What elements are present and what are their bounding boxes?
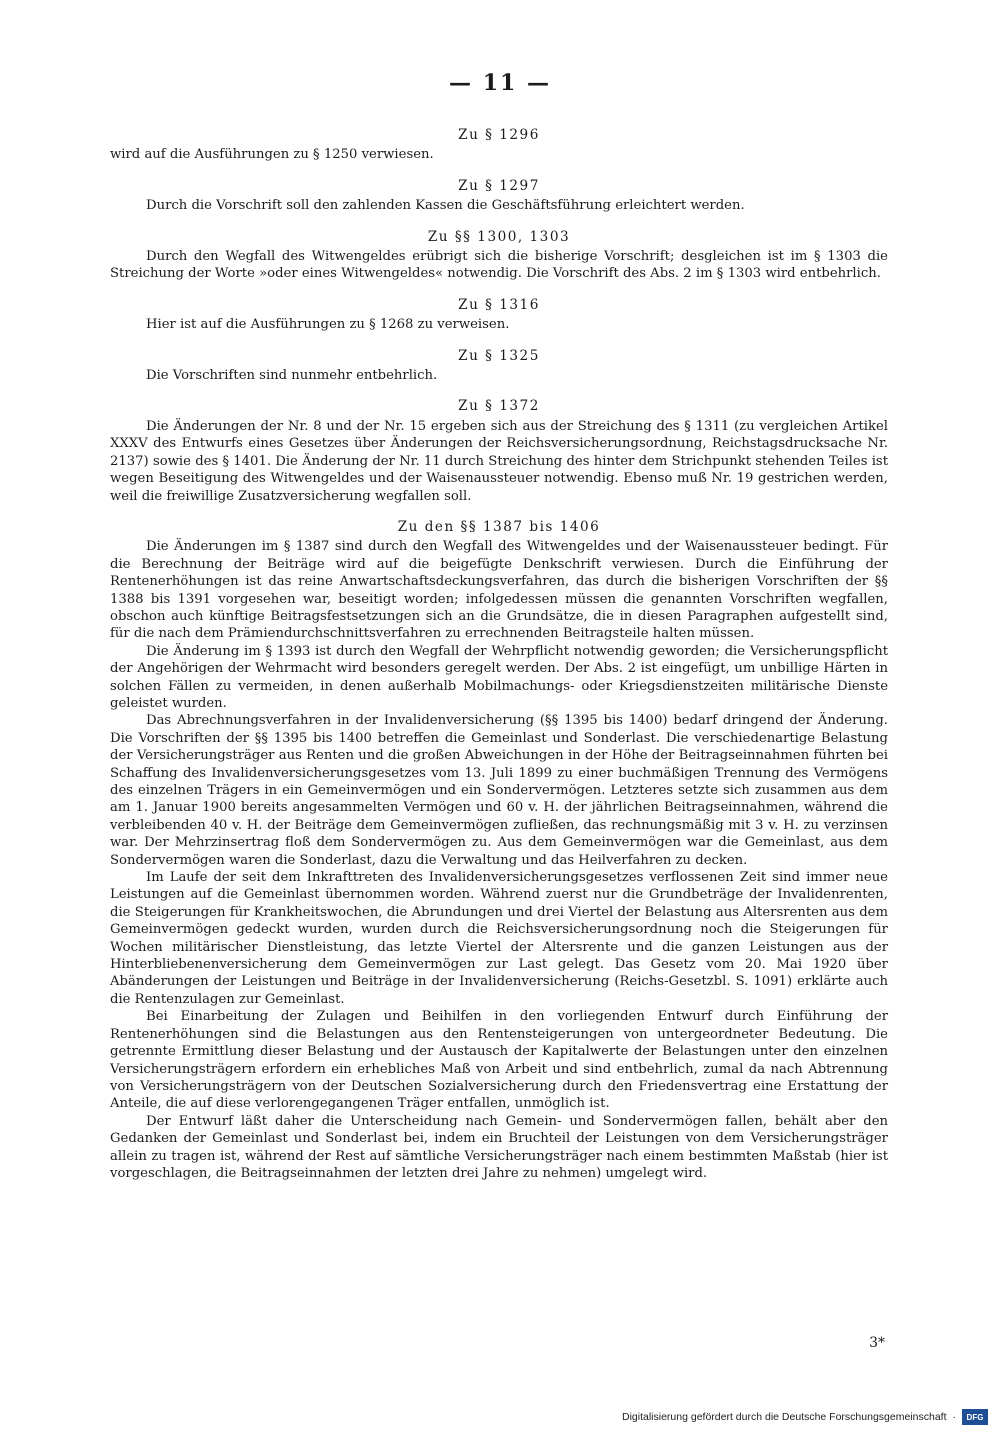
document-body (110, 127, 888, 1188)
footer-text: Digitalisierung gefördert durch die Deutsche Forschungsgemeinschaft (621, 1411, 947, 1423)
section-heading: Zu § 1316 (458, 296, 540, 313)
section-1325 (110, 348, 888, 385)
section-paragraph: Die Änderungen im § 1387 sind durch den Wegfall des Witwengeldes und der Waisenaussteuer bedingt. Für die Berechnung der Beiträge wird auf die beigefügte Denkschrift verwiesen. Durch die Einführung der Rentenerhöhungen ist das reine Anwartschaftsdeckungsverfahren, das durch die bisherigen Vorschriften der §§ 1388 bis 1391 vorgesehen war, beseitigt worden; infolgedessen müssen die genannten Vorschriften wegfallen, obschon auch künftige Beitragsfestsetzungen sich an die Grundsätze, die in diesen Paragraphen aufgestellt sind, für die nach dem Prämiendurchschnittsverfahren zu errechnenden Beitragsteile halten müssen. (110, 539, 888, 642)
section-1387-1406 (110, 519, 888, 1182)
section-paragraph: Im Laufe der seit dem Inkrafttreten des Invalidenversicherungsgesetzes verflossenen Zeit sind immer neue Leistungen auf die Gemeinlast übernommen worden. Während zuerst nur die Grundbeträge der Invalidenrenten, die Steigerungen für Krankheitswochen, die Abrundungen und drei Viertel der Belastung aus Altersrenten aus dem Gemeinvermögen gedeckt wurden, wurden durch die Reichsversicherungsordnung noch die Steigerungen für Wochen militärischer Dienstleistung, das letzte Viertel der Altersrente und die ganzen Leistungen aus der Hinterbliebenenversicherung dem Gemeinvermögen zur Last gelegt. Das Gesetz vom 20. Mai 1920 über Abänderungen der Leistungen und Beiträge in der Invalidenversicherung (Reichs-Gesetzbl. S. 1091) erklärte auch die Rentenzulagen zur Gemeinlast. (110, 870, 888, 1007)
section-paragraph: Durch die Vorschrift soll den zahlenden Kassen die Geschäftsführung erleichtert werden. (146, 198, 745, 214)
section-heading: Zu § 1297 (458, 177, 540, 194)
section-heading: Zu § 1296 (458, 127, 540, 143)
section-heading: Zu den §§ 1387 bis 1406 (397, 518, 601, 535)
section-paragraph: Die Änderung im § 1393 ist durch den Wegfall der Wehrpflicht notwendig geworden; die Versicherungspflicht der Angehörigen der Wehrmacht wird besonders geregelt werden. Der Abs. 2 ist eingefügt, um unbillige Härten in solchen Fällen zu vermeiden, in denen außerhalb Mobilmachungs- oder Kriegsdienstzeiten militärische Dienste geleistet wurden. (110, 643, 888, 711)
section-paragraph: Die Vorschriften sind nunmehr entbehrlich. (146, 368, 438, 384)
section-1300-1303 (110, 229, 888, 283)
footer-bullet: · (952, 1411, 956, 1423)
section-paragraph: Die Änderungen der Nr. 8 und der Nr. 15 ergeben sich aus der Streichung des § 1311 (zu vergleichen Artikel XXXV des Entwurfs eines Gesetzes über Änderungen der Reichsversicherungsordnung, Reichstagsdrucksache Nr. 2137) sowie des § 1401. Die Änderung der Nr. 11 durch Streichung des hinter dem Strichpunkt stehenden Teiles ist wegen Beseitigung des Witwengeldes und der Waisenaussteuer notwendig. Ebenso muß Nr. 19 gestrichen werden, weil die freiwillige Zusatzversicherung wegfallen soll. (110, 418, 888, 504)
dfg-logo-icon[interactable]: DFG (962, 1409, 988, 1425)
section-paragraph: Bei Einarbeitung der Zulagen und Beihilfen in den vorliegenden Entwurf durch Einführung der Rentenerhöhungen sind die Belastungen aus den Rentensteigerungen von untergeordneter Bedeutung. Die getrennte Ermittlung dieser Belastung und der Austausch der Kapitalwerte der Belastungen unter den einzelnen Versicherungsträgern erfordern ein erhebliches Maß von Arbeit und sind entbehrlich, zumal da nach Abtrennung von Versicherungsträgern von der Deutschen Sozialversicherung durch den Friedensvertrag eine Erstattung der Anteile, die auf diese verlorengegangenen Träger entfallen, unmöglich ist. (110, 1009, 888, 1112)
section-paragraph: Der Entwurf läßt daher die Unterscheidung nach Gemein- und Sondervermögen fallen, behält aber den Gedanken der Gemeinlast und Sonderlast bei, indem ein Bruchteil der Leistungen von dem Versicherungsträger allein zu tragen ist, während der Rest auf sämtliche Versicherungsträger nach einem bestimmten Maßstab (hier ist vorgeschlagen, die Beitragseinnahmen der letzten drei Jahre zu nehmen) umgelegt wird. (110, 1113, 888, 1181)
section-paragraph: Hier ist auf die Ausführungen zu § 1268 zu verweisen. (146, 317, 510, 333)
section-heading: Zu §§ 1300, 1303 (427, 228, 571, 245)
digitization-footer (622, 1406, 988, 1428)
section-heading: Zu § 1372 (458, 398, 540, 415)
section-1296 (110, 127, 888, 164)
page-number-header: — 11 — (449, 70, 551, 96)
section-paragraph: Durch den Wegfall des Witwengeldes erübrigt sich die bisherige Vorschrift; desgleichen ist im § 1303 die Streichung der Worte »oder eines Witwengeldes« notwendig. Die Vorschrift des Abs. 2 im § 1303 wird entbehrlich. (110, 249, 888, 282)
section-heading: Zu § 1325 (458, 347, 540, 364)
section-paragraph: Das Abrechnungsverfahren in der Invalidenversicherung (§§ 1395 bis 1400) bedarf dringend der Änderung. Die Vorschriften der §§ 1395 bis 1400 betreffen die Gemeinlast und Sonderlast. Die verschiedenartige Belastung der Versicherungsträger aus Renten und die großen Abweichungen in der Höhe der Beitragseinnahmen führten bei Schaffung des Invalidenversicherungsgesetzes vom 13. Juli 1899 zu einer buchmäßigen Trennung des Vermögens des einzelnen Trägers in ein Gemeinvermögen und ein Sondervermögen. Letzteres setzte sich zusammen aus dem am 1. Januar 1900 bereits angesammelten Vermögen und 60 v. H. der jährlichen Beitragseinnahmen, während die verbleibenden 40 v. H. der Beiträge dem Gemeinvermögen zufließen, das rechnungsmäßig mit 3 v. H. zu verzinsen war. Der Mehrzinsertrag floß dem Sondervermögen zu. Aus dem Gemeinvermögen war die Gemeinlast, aus dem Sondervermögen waren die Sonderlast, dazu die Verwaltung und das Heilverfahren zu decken. (110, 713, 888, 868)
section-paragraph: wird auf die Ausführungen zu § 1250 verwiesen. (110, 147, 434, 163)
signature-marker: 3* (869, 1335, 885, 1351)
section-1297 (110, 178, 888, 215)
section-1372 (110, 398, 888, 504)
section-1316 (110, 297, 888, 334)
